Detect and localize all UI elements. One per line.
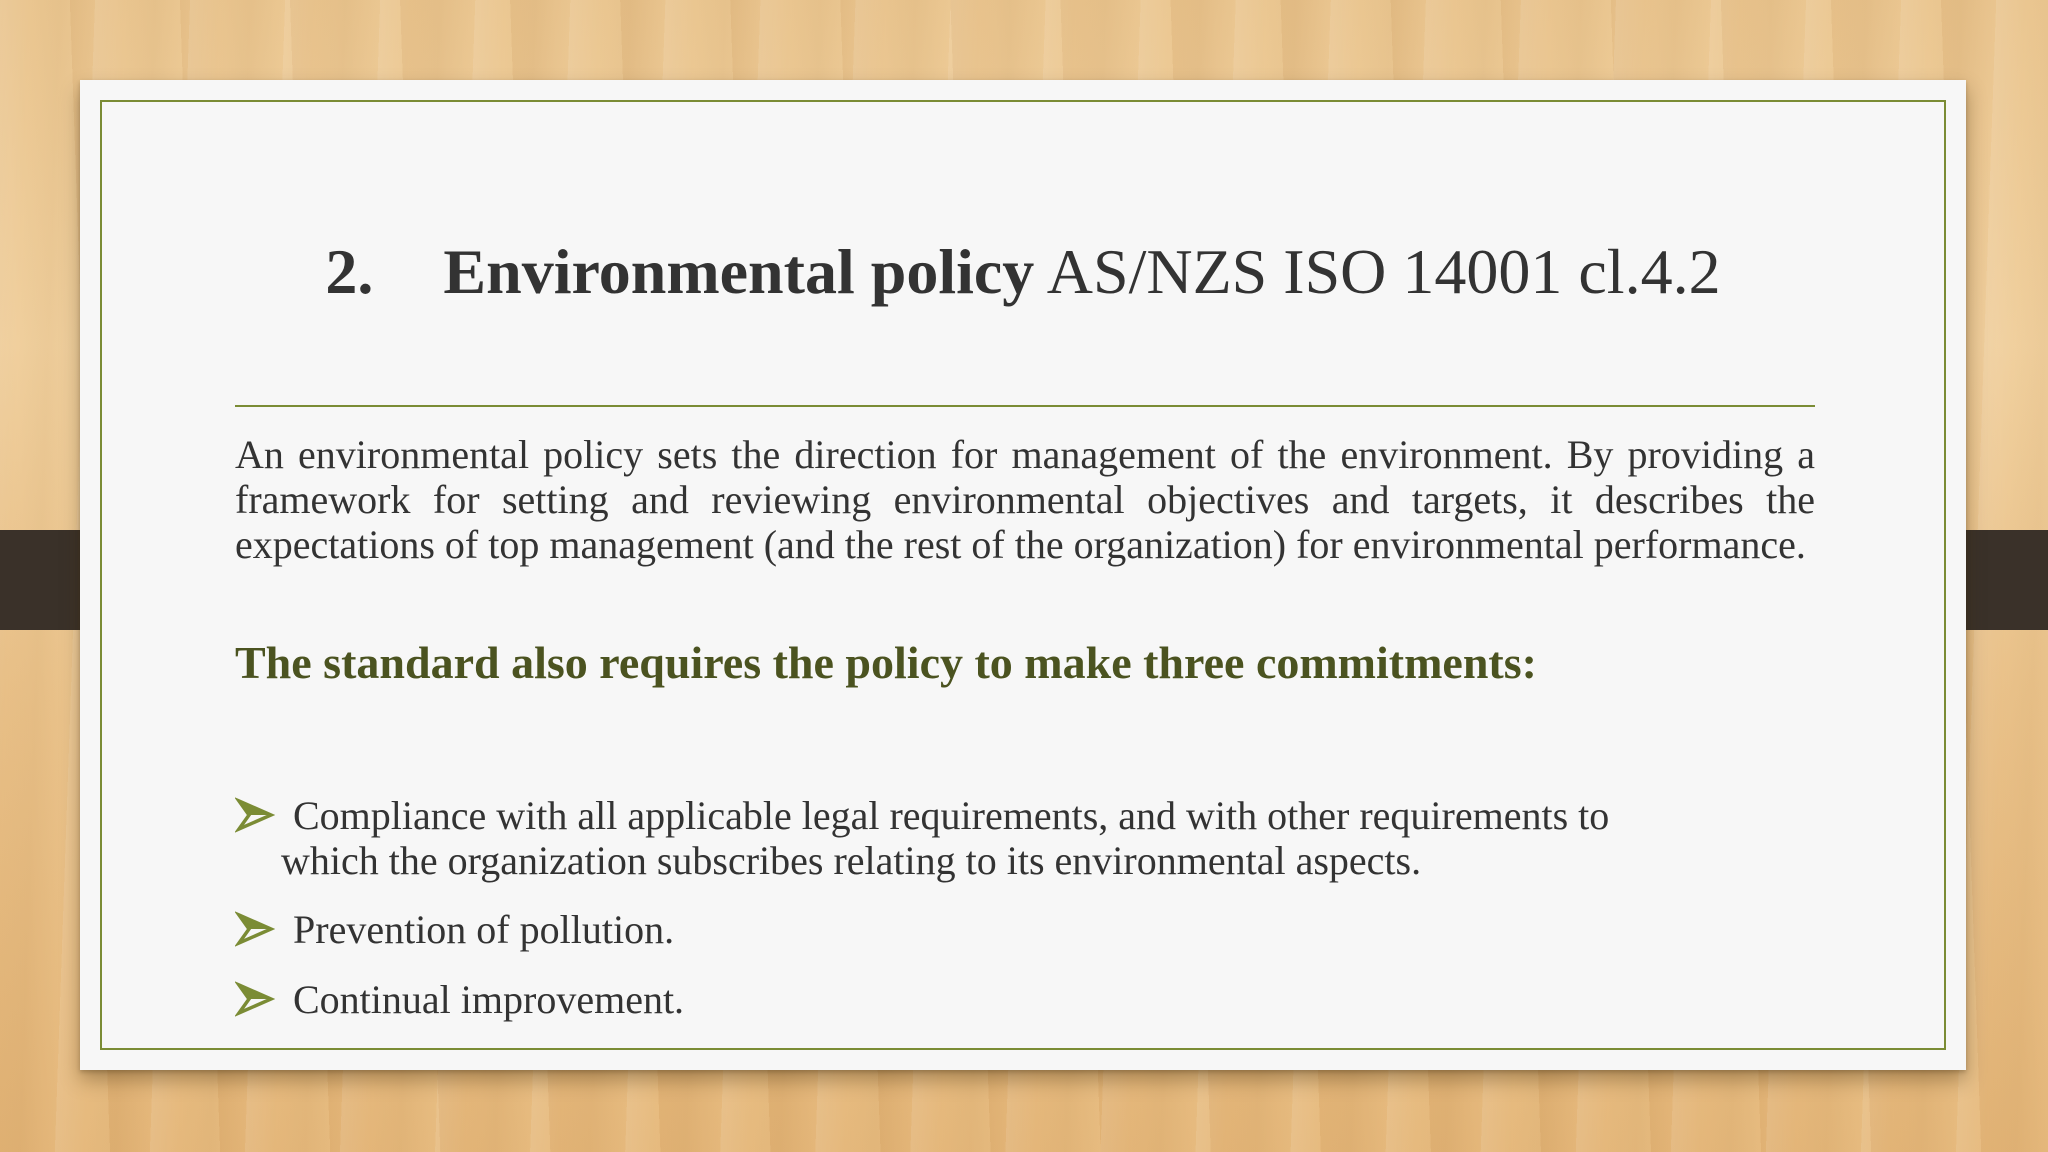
slide-card xyxy=(80,80,1966,1070)
bullet-item-improvement xyxy=(235,977,1835,1022)
title-divider xyxy=(235,405,1815,407)
bullet-item-compliance xyxy=(235,793,1835,883)
arrowhead-bullet-icon xyxy=(235,979,275,1019)
title-standard-ref: AS/NZS ISO 14001 cl.4.2 xyxy=(1046,236,1721,307)
title-bold-text: Environmental policy xyxy=(443,236,1035,307)
bullet-text-line1: Compliance with all applicable legal requirements, and with other requirements to xyxy=(293,793,1610,838)
arrowhead-bullet-icon xyxy=(235,795,275,835)
arrowhead-bullet-icon xyxy=(235,909,275,949)
slide-title xyxy=(80,236,1966,307)
bullet-text: Continual improvement. xyxy=(293,977,685,1022)
bullet-text: Prevention of pollution. xyxy=(293,907,675,952)
bullet-item-pollution xyxy=(235,907,1835,952)
title-number: 2. xyxy=(325,236,374,307)
commitments-heading: The standard also requires the policy to make three commitments: xyxy=(235,637,1537,688)
intro-paragraph: An environmental policy sets the direction for management of the environment. By providing a framework for setting and reviewing environmental objectives and targets, it describes the expectations of top management (and the rest of the organization) for environmental performance. xyxy=(235,432,1815,567)
bullet-text-line2: which the organization subscribes relating to its environmental aspects. xyxy=(281,838,1422,883)
